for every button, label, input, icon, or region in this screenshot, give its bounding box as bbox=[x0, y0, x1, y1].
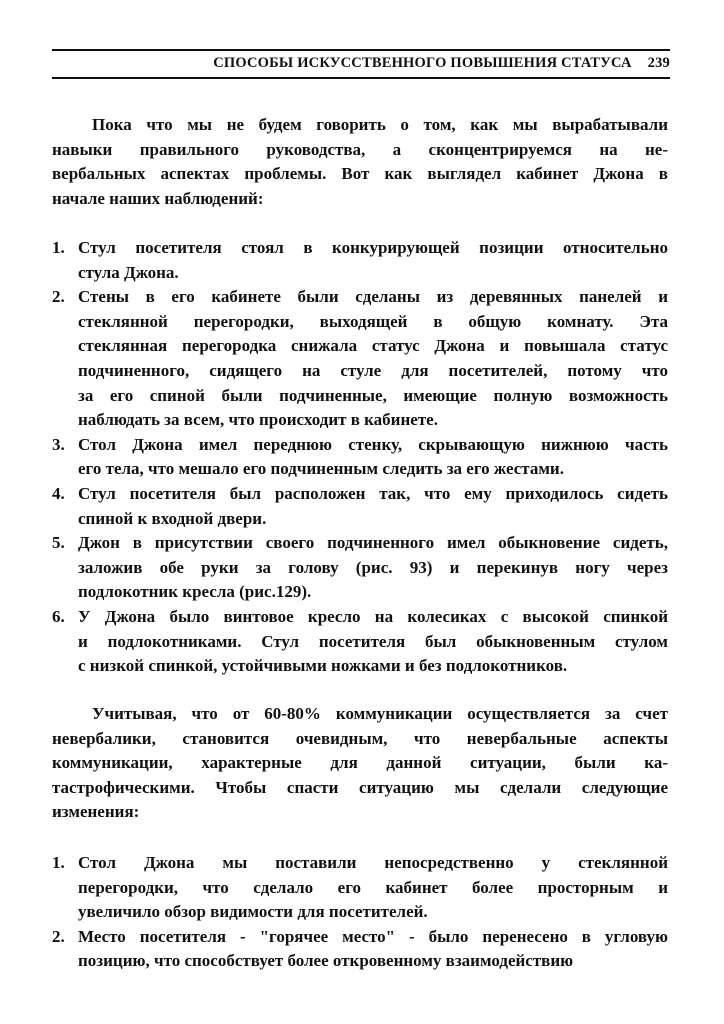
text-line: стеклянной перегородки, выходящей в общую комнату. Эта bbox=[78, 311, 668, 331]
text-line: Учитывая, что от 60-80% коммуникации осуществляется за счет bbox=[92, 704, 668, 723]
text-line: Стены в его кабинете были сделаны из деревянных панелей и bbox=[78, 287, 668, 307]
list-item bbox=[52, 482, 668, 531]
paragraph-2 bbox=[52, 702, 668, 825]
text-line: невербалики, становится очевидным, что невербальные аспекты bbox=[52, 728, 668, 748]
list-number: 1. bbox=[52, 853, 65, 872]
list-item bbox=[52, 236, 668, 285]
list-2 bbox=[52, 851, 668, 974]
list-number: 3. bbox=[52, 434, 65, 454]
text-line: подчиненного, сидящего на стуле для посетителей, потому что bbox=[78, 360, 668, 380]
running-head bbox=[52, 55, 670, 75]
text-line: Джон в присутствии своего подчиненного имел обыкновение сидеть, bbox=[78, 533, 668, 553]
list-number: 4. bbox=[52, 483, 65, 503]
text-line: стеклянная перегородка снижала статус Джона и повышала статус bbox=[78, 336, 668, 356]
paragraph-1 bbox=[52, 113, 668, 211]
list-item bbox=[52, 925, 668, 974]
text-line: Стол Джона имел переднюю стенку, скрывающую нижнюю часть bbox=[78, 434, 668, 454]
text-line: У Джона было винтовое кресло на колесиках с высокой спинкой bbox=[78, 606, 668, 626]
list-number: 6. bbox=[52, 606, 65, 626]
list-number: 2. bbox=[52, 287, 65, 307]
text-line: навыки правильного руководства, а сконцентрируемся на не- bbox=[52, 139, 668, 159]
text-line: тастрофическими. Чтобы спасти ситуацию мы сделали следующие bbox=[52, 777, 668, 797]
text-line: вербальных аспектах проблемы. Вот как выглядел кабинет Джона в bbox=[52, 164, 668, 184]
list-number: 5. bbox=[52, 533, 65, 553]
list-item bbox=[52, 433, 668, 482]
list-number: 1. bbox=[52, 238, 65, 257]
text-line: изменения: bbox=[52, 802, 140, 822]
text-line: Стул посетителя стоял в конкурирующей позиции относительно bbox=[78, 238, 668, 257]
text-line: коммуникации, характерные для данной ситуации, были ка- bbox=[52, 753, 668, 773]
text-line: Место посетителя - "горячее место" - было перенесено в угловую bbox=[78, 926, 668, 946]
text-line: наблюдать за всем, что происходит в кабинете. bbox=[78, 410, 438, 430]
text-line: и подлокотниками. Стул посетителя был обыкновенным стулом bbox=[78, 631, 668, 651]
text-line: подлокотник кресла (рис.129). bbox=[78, 582, 312, 602]
text-line: с низкой спинкой, устойчивыми ножками и без подлокотников. bbox=[78, 656, 568, 676]
text-line: перегородки, что сделало его кабинет более просторным и bbox=[78, 877, 668, 897]
list-item bbox=[52, 851, 668, 925]
text-line: Стул посетителя был расположен так, что ему приходилось сидеть bbox=[78, 483, 668, 503]
text-line: Стол Джона мы поставили непосредственно у стеклянной bbox=[78, 853, 668, 872]
list-item bbox=[52, 531, 668, 605]
list-number: 2. bbox=[52, 926, 65, 946]
text-line: Пока что мы не будем говорить о том, как мы вырабатывали bbox=[92, 115, 668, 134]
header-rule-top bbox=[52, 49, 670, 51]
text-line: его тела, что мешало его подчиненным следить за его жестами. bbox=[78, 459, 564, 479]
header-rule-bottom bbox=[52, 77, 670, 79]
list-item bbox=[52, 285, 668, 433]
text-line: спиной к входной двери. bbox=[78, 508, 267, 528]
list-1 bbox=[52, 236, 668, 679]
text-line: за его спиной были подчиненные, имеющие полную возможность bbox=[78, 385, 668, 405]
text-line: увеличило обзор видимости для посетителей. bbox=[78, 902, 428, 922]
text-line: заложив обе руки за голову (рис. 93) и перекинув ногу через bbox=[78, 557, 668, 577]
text-line: позицию, что способствует более откровенному взаимодействию bbox=[78, 951, 574, 971]
list-item bbox=[52, 605, 668, 679]
text-line: начале наших наблюдений: bbox=[52, 188, 264, 208]
text-line: стула Джона. bbox=[78, 262, 179, 282]
page-number: 239 bbox=[647, 55, 670, 71]
running-head-title: СПОСОБЫ ИСКУССТВЕННОГО ПОВЫШЕНИЯ СТАТУСА bbox=[213, 55, 632, 71]
